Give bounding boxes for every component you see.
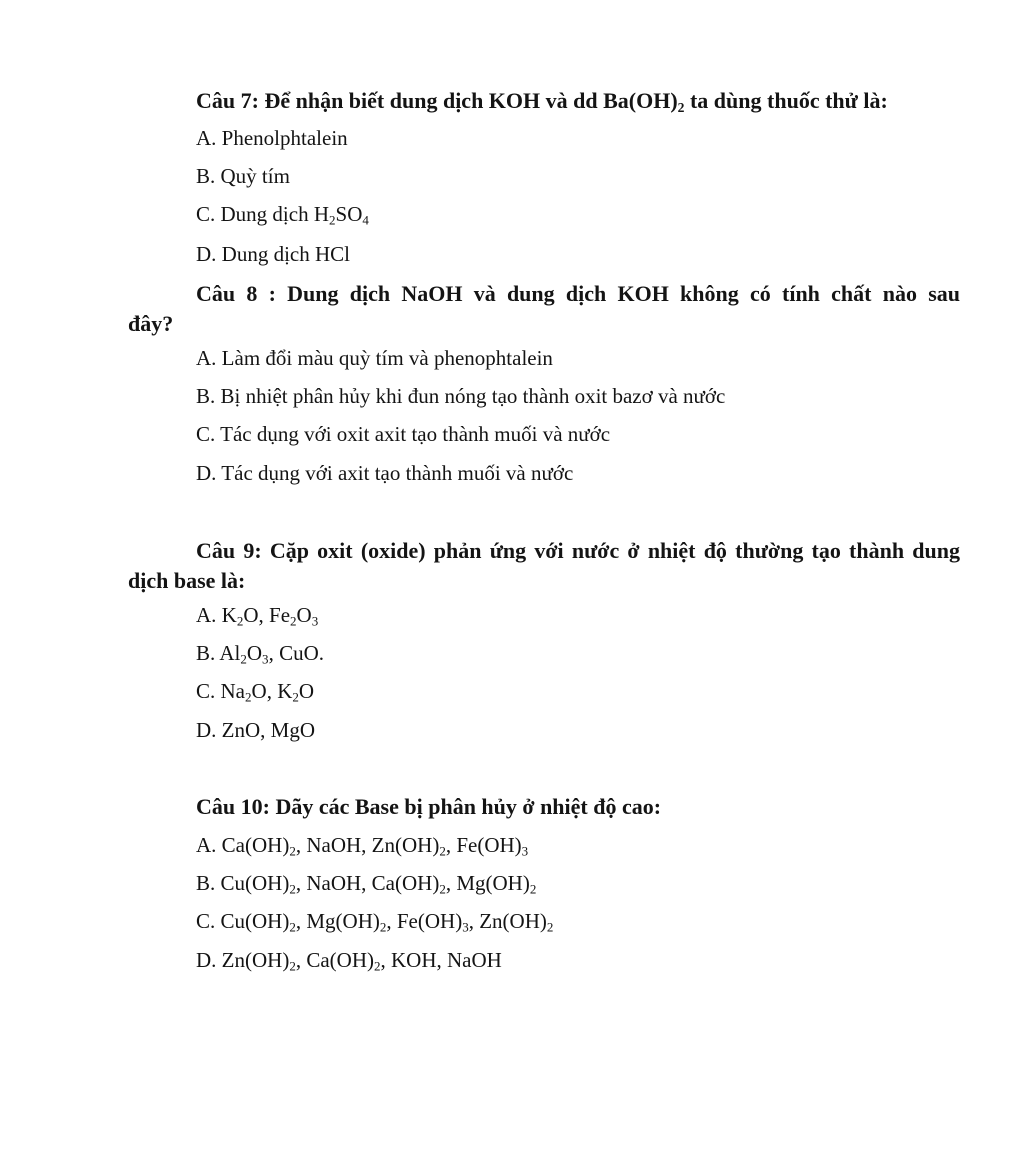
question-label: Câu 9:	[196, 538, 270, 563]
question-10-option-b: B. $Cu(OH)_2$, NaOH, $Ca(OH)_2$, $Mg(OH)_2$	[196, 871, 537, 897]
question-text: Cặp oxit (oxide) phản ứng với nước ở nhiệt độ thường tạo thành dung	[269, 538, 960, 563]
question-text: Dãy các Base bị phân hủy ở nhiệt độ cao:	[275, 794, 662, 819]
question-text-tail: ta dùng thuốc thử là:	[684, 88, 888, 113]
question-8-option-b: B. Bị nhiệt phân hủy khi đun nóng tạo thành oxit bazơ và nước	[196, 384, 726, 408]
question-label: Câu 8 :	[196, 281, 288, 306]
question-9-option-c: C. $Na_2O$, $K_2O$	[196, 679, 315, 705]
question-8-option-d: D. Tác dụng với axit tạo thành muối và nước	[196, 461, 574, 485]
subscript: 2	[677, 99, 685, 115]
question-text-continued: đây?	[128, 311, 174, 336]
question-7-option-a: A. Phenolphtalein	[196, 126, 348, 150]
question-8-option-c: C. Tác dụng với oxit axit tạo thành muối và nước	[196, 422, 611, 446]
question-10-option-a: A. $Ca(OH)_2$, NaOH, $Zn(OH)_2$, $Fe(OH)_3$	[196, 833, 529, 859]
question-7-option-c: C. Dung dịch $H_2SO_4$	[196, 202, 369, 228]
question-7-option-d: D. Dung dịch HCl	[196, 242, 350, 266]
question-10-option-d: D. $Zn(OH)_2$, $Ca(OH)_2$, KOH, NaOH	[196, 948, 502, 974]
question-label: Câu 7:	[196, 88, 265, 113]
question-8-heading	[0, 279, 1024, 339]
question-7-heading	[0, 86, 1024, 116]
question-text-continued: dịch base là:	[128, 568, 246, 593]
question-10-option-c: C. $Cu(OH)_2$, $Mg(OH)_2$, $Fe(OH)_3$, $Zn(OH)_2$	[196, 909, 554, 935]
question-text: Để nhận biết dung dịch KOH và dd Ba(OH)	[264, 88, 678, 113]
question-9-option-d: D. ZnO, MgO	[196, 718, 316, 742]
question-9-heading	[0, 536, 1024, 596]
question-8-option-a: A. Làm đổi màu quỳ tím và phenophtalein	[196, 346, 553, 370]
question-9-option-a: A. $K_2O$, $Fe_2O_3$	[196, 603, 319, 629]
question-9-option-b: B. $Al_2O_3$, CuO.	[196, 641, 324, 667]
question-label: Câu 10:	[196, 794, 276, 819]
question-text: Dung dịch NaOH và dung dịch KOH không có tính chất nào sau	[287, 281, 960, 306]
question-7-option-b: B. Quỳ tím	[196, 164, 290, 188]
question-10-heading	[0, 792, 1024, 822]
